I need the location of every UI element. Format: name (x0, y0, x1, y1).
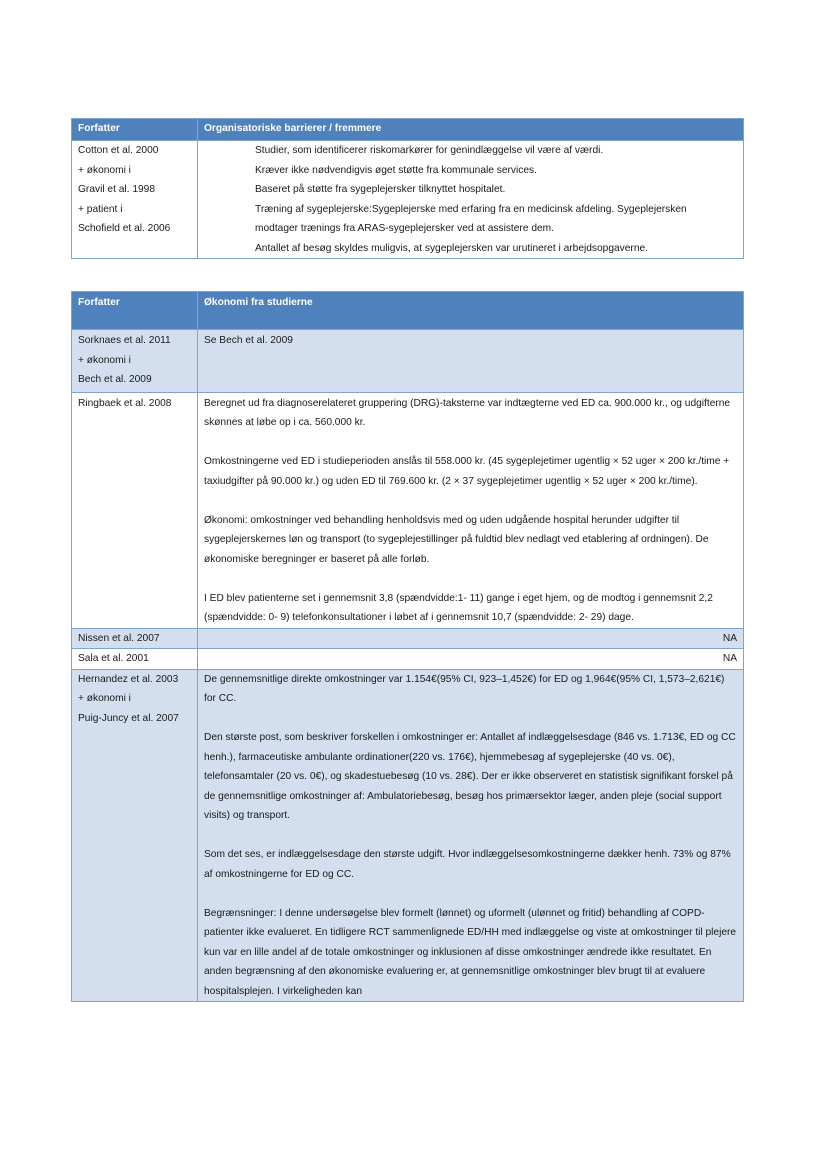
economy-paragraph: Beregnet ud fra diagnoserelateret gruppering (DRG)-taksterne var indtægterne ved ED ca. 900.000 kr., og udgifterne skønnes at løbe op i ca. 560.000 kr. (204, 397, 731, 428)
barriers-table (71, 118, 744, 259)
table-header-row (72, 119, 744, 141)
barrier-line: modtager trænings fra ARAS-sygeplejersker ved at assistere dem. (255, 223, 554, 234)
author-line: + økonomi i (78, 164, 131, 176)
table-row (72, 141, 744, 259)
economy-value: NA (198, 628, 744, 649)
table-row (72, 330, 744, 393)
economy-paragraph: Omkostningerne ved ED i studieperioden anslås til 558.000 kr. (45 sygeplejetimer ugentlig × 52 uger × 200 kr./time + taxiudgifter på 90.000 kr.) og uden ED til 769.600 kr. (2 × 37 sygeplejetimer ugentlig × 52 uger × 200 kr./time). (204, 456, 730, 487)
economy-value: NA (198, 649, 744, 670)
author-line: Schofield et al. 2006 (78, 223, 171, 234)
economy-cell (198, 330, 744, 393)
author-cell (72, 141, 198, 259)
author-cell (72, 330, 198, 393)
column-header-author: Forfatter (72, 292, 198, 330)
column-header-economy: Økonomi fra studierne (198, 292, 744, 330)
barrier-line: Træning af sygeplejerske:Sygeplejerske med erfaring fra en medicinsk afdeling. Sygeplejersken (255, 203, 687, 215)
economy-paragraph: Begrænsninger: I denne undersøgelse blev formelt (lønnet) og uformelt (ulønnet og fritid) behandling af COPD-patienter ikke evalueret. En tidligere RCT sammenlignede ED/HH med indlæggelse og viste at omkostninger til plejere kun var en lille andel af de totale omkostninger og inklusionen af disse omkostninger ændrede ikke resultatet. En anden begrænsning af den økonomiske evaluering er, at gennemsnitlige omkostninger blev brugt til at evaluere hospitalsplejen. I virkeligheden kan (204, 907, 737, 997)
author-cell: Sala et al. 2001 (72, 649, 198, 670)
column-header-author: Forfatter (72, 119, 198, 141)
author-line: Hernandez et al. 2003 (78, 673, 179, 685)
author-line: Bech et al. 2009 (78, 374, 152, 385)
table-row (72, 669, 744, 1002)
author-line: Ringbaek et al. 2008 (78, 397, 172, 409)
economy-paragraph: De gennemsnitlige direkte omkostninger var 1.154€(95% CI, 923–1,452€) for ED og 1,964€(95% CI, 1,573–2,621€) for CC. (204, 673, 725, 704)
economy-paragraph: Økonomi: omkostninger ved behandling henholdsvis med og uden udgående hospital herunder udgifter til sygeplejerskernes løn og transport (to sygeplejestillinger på fuldtid blev nedlagt ved etablering af ordningen). De økonomiske beregninger er baseret på alle forløb. (204, 514, 709, 565)
author-line: Puig-Juncy et al. 2007 (78, 712, 179, 724)
economy-paragraph: Se Bech et al. 2009 (204, 335, 293, 346)
barrier-line: Kræver ikke nødvendigvis øget støtte fra kommunale services. (255, 164, 537, 176)
barriers-cell (198, 141, 744, 259)
column-header-barriers: Organisatoriske barrierer / fremmere (198, 119, 744, 141)
author-line: Cotton et al. 2000 (78, 145, 159, 156)
author-line: Sorknaes et al. 2011 (78, 335, 171, 346)
economy-table (71, 291, 744, 1002)
author-cell (72, 669, 198, 1002)
economy-cell (198, 669, 744, 1002)
author-cell (72, 392, 198, 628)
economy-cell (198, 392, 744, 628)
author-line: Gravil et al. 1998 (78, 184, 156, 195)
table-row (72, 649, 744, 670)
author-cell: Nissen et al. 2007 (72, 628, 198, 649)
author-line: + patient i (78, 203, 123, 215)
barrier-line: Antallet af besøg skyldes muligvis, at sygeplejersken var urutineret i arbejdsopgaverne. (255, 242, 648, 254)
barrier-line: Baseret på støtte fra sygeplejersker tilknyttet hospitalet. (255, 184, 506, 195)
economy-paragraph: I ED blev patienterne set i gennemsnit 3,8 (spændvidde:1- 11) gange i eget hjem, og de modtog i gennemsnit 2,2 (spændvidde: 0- 9) telefonkonsultationer i løbet af i gennemsnit 10,7 (spændvidde: 2- 29) dage. (204, 592, 713, 623)
table-header-row (72, 292, 744, 330)
barrier-line: Studier, som identificerer riskomarkører for genindlæggelse vil være af værdi. (255, 145, 604, 156)
table-row (72, 392, 744, 628)
author-line: + økonomi i (78, 354, 131, 366)
economy-paragraph: Som det ses, er indlæggelsesdage den største udgift. Hvor indlæggelsesomkostningerne dækker henh. 73% og 87% af omkostningerne for ED og CC. (204, 849, 731, 880)
author-line: + økonomi i (78, 693, 131, 704)
table-row (72, 628, 744, 649)
economy-paragraph: Den største post, som beskriver forskellen i omkostninger er: Antallet af indlæggelsesdage (846 vs. 1.713€, ED og CC henh.), farmaceutiske ambulante ordinationer(220 vs. 176€), hjemmebesøg af sygeplejerske (40 vs. 0€), telefonsamtaler (20 vs. 0€), og skadestuebesøg (10 vs. 28€). Der er ikke observeret en statistisk signifikant forskel på de gennemsnitlige omkostninger af: Ambulatoriebesøg, besøg hos primærsektor læger, anden pleje (social support visits) og transport. (204, 732, 736, 821)
